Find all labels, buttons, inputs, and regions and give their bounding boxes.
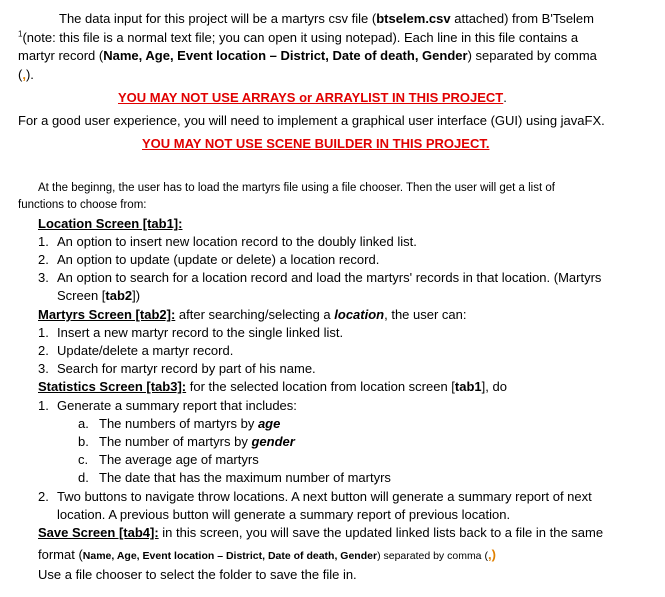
list-item — [38, 325, 343, 341]
list-number: 2. — [38, 252, 49, 267]
list-text: Screen [ — [57, 288, 106, 303]
list-text: ]) — [132, 288, 141, 303]
desc-text: , the user can: — [384, 307, 467, 322]
intro-text: ). — [25, 67, 34, 82]
desc-text: after searching/selecting a — [175, 307, 335, 322]
tab-ref: tab1 — [454, 379, 482, 394]
list-item — [38, 489, 592, 505]
list-item — [38, 270, 601, 286]
sub-list-item — [78, 470, 391, 486]
list-text: Two buttons to navigate throw locations. A next button will generate a summary report of next — [57, 489, 592, 504]
intro-line-3 — [18, 48, 597, 64]
martyrs-screen-heading: Martyrs Screen [tab2]: — [38, 307, 176, 322]
intro-text: ) separated by comma — [467, 48, 597, 63]
tab-ref: tab2 — [105, 288, 133, 303]
list-number: 1. — [38, 234, 49, 249]
sub-list-item — [78, 434, 295, 450]
record-format: Name, Age, Event location – District, Date of death, Gender — [103, 48, 468, 63]
list-number: 2. — [38, 489, 49, 504]
desc-text: ], do — [481, 379, 507, 394]
warning-scene-text: YOU MAY NOT USE SCENE BUILDER IN THIS PROJECT. — [142, 136, 490, 151]
sub-list-text: The average age of martyrs — [99, 452, 259, 467]
intro-line-4 — [18, 67, 34, 83]
comma-char: , — [22, 67, 26, 82]
intro-text: The data input for this project will be a martyrs csv file ( — [59, 11, 377, 26]
begin-line-2: functions to choose from: — [18, 199, 147, 211]
list-number: 3. — [38, 361, 49, 376]
comma-char: , — [487, 547, 492, 562]
desc-text: in this screen, you will save the updated linked lists back to a file in the same — [158, 525, 604, 540]
sub-list-item — [78, 416, 280, 432]
stats-screen-line — [38, 379, 507, 395]
list-item — [38, 343, 233, 359]
desc-text: ) — [491, 547, 496, 562]
intro-text: (note: this file is a normal text file; you can open it using notepad). Each line in this file contains a — [22, 30, 579, 45]
list-text: Update/delete a martyr record. — [57, 343, 234, 358]
emphasis-gender: gender — [251, 434, 295, 449]
list-text: Search for martyr record by part of his name. — [57, 361, 316, 376]
list-item-continuation: location. A previous button will generate a summary report of previous location. — [57, 507, 511, 522]
sub-list-text: The number of martyrs by — [99, 434, 252, 449]
save-screen-line — [38, 525, 603, 541]
intro-text: attached) from B'Tselem — [450, 11, 594, 26]
desc-text: format ( — [38, 547, 83, 562]
list-item — [38, 234, 417, 250]
sub-list-letter: b. — [78, 434, 89, 449]
record-format: Name, Age, Event location – District, Date of death, Gender — [82, 550, 378, 562]
list-item — [38, 252, 379, 268]
csv-filename: btselem.csv — [376, 11, 451, 26]
stats-screen-heading: Statistics Screen [tab3]: — [38, 379, 187, 394]
desc-text: ) separated by comma ( — [377, 550, 488, 562]
begin-line-1: At the beginng, the user has to load the martyrs file using a file chooser. Then the user will get a list of — [38, 182, 555, 194]
list-item-continuation — [57, 288, 140, 304]
list-number: 1. — [38, 398, 49, 413]
warning-arrays — [118, 90, 507, 106]
sub-list-letter: a. — [78, 416, 89, 431]
warning-arrays-text: YOU MAY NOT USE ARRAYS or ARRAYLIST IN THIS PROJECT — [118, 90, 504, 105]
sub-list-text: The date that has the maximum number of martyrs — [99, 470, 391, 485]
intro-text: ( — [18, 67, 23, 82]
sub-list-letter: c. — [78, 452, 89, 467]
save-format-line — [38, 547, 496, 564]
desc-text: for the selected location from location screen [ — [186, 379, 455, 394]
list-text: An option to search for a location record and load the martyrs' records in that location. (Martyrs — [57, 270, 602, 285]
list-text: Insert a new martyr record to the single linked list. — [57, 325, 344, 340]
intro-line-1 — [59, 11, 594, 27]
list-number: 3. — [38, 270, 49, 285]
list-number: 1. — [38, 325, 49, 340]
sub-list-letter: d. — [78, 470, 89, 485]
sub-list-text: The numbers of martyrs by — [99, 416, 258, 431]
save-last-line: Use a file chooser to select the folder to save the file in. — [38, 567, 357, 582]
emphasis-age: age — [257, 416, 281, 431]
list-number: 2. — [38, 343, 49, 358]
martyrs-screen-line — [38, 307, 467, 323]
save-screen-heading: Save Screen [tab4]: — [38, 525, 159, 540]
warning-period: . — [503, 90, 507, 105]
location-screen-heading: Location Screen [tab1]: — [38, 216, 183, 231]
list-text: An option to update (update or delete) a location record. — [57, 252, 380, 267]
location-emphasis: location — [334, 307, 385, 322]
list-text: Generate a summary report that includes: — [57, 398, 297, 413]
sub-list-item — [78, 452, 259, 468]
list-item — [38, 398, 297, 414]
gui-requirement: For a good user experience, you will need to implement a graphical user interface (GUI) using javaFX. — [18, 113, 605, 128]
intro-text: martyr record ( — [18, 48, 104, 63]
footnote-marker: 1 — [18, 29, 23, 39]
list-item — [38, 361, 316, 377]
list-text: An option to insert new location record to the doubly linked list. — [57, 234, 417, 249]
intro-line-2 — [18, 30, 578, 46]
warning-scene-builder — [142, 136, 489, 152]
